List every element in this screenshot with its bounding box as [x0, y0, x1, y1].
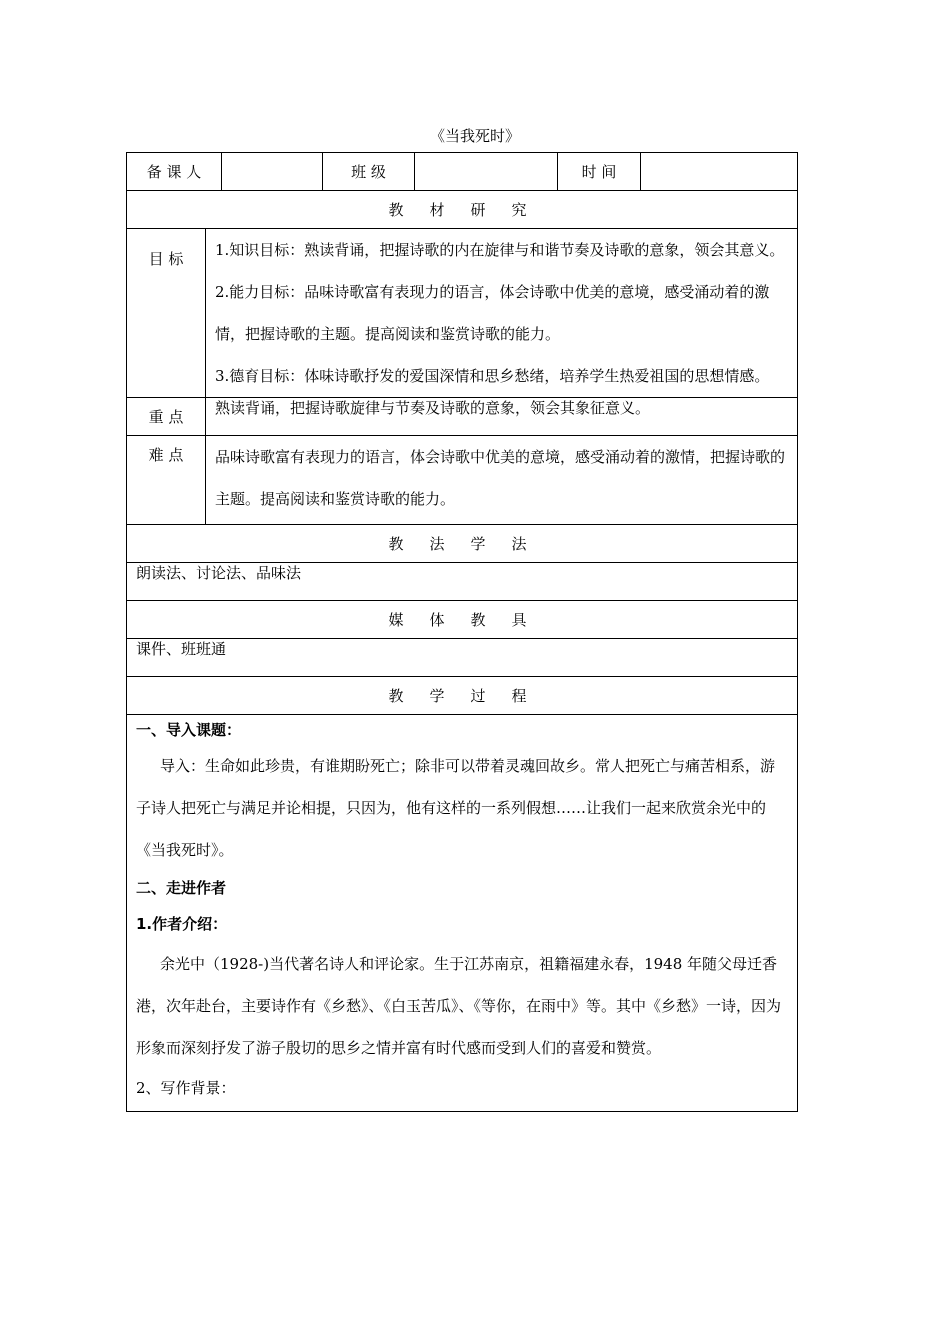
goal-item: 2.能力目标：品味诗歌富有表现力的语言，体会诗歌中优美的意境，感受涌动着的激情，把握诗歌的主题。提高阅读和鉴赏诗歌的能力。: [215, 283, 770, 343]
key-point-row: [127, 398, 798, 436]
preparer-value[interactable]: [222, 153, 323, 191]
section-material-research: [127, 191, 798, 229]
lesson-plan-table: [126, 152, 798, 1112]
methods-text: 朗读法、讨论法、品味法: [127, 563, 798, 601]
header-info-row: [127, 153, 798, 191]
section-heading: 媒体教具: [127, 601, 798, 639]
author-paragraph: 余光中（1928-)当代著名诗人和评论家。生于江苏南京，祖籍福建永春，1948 年随父母迁香港，次年赴台，主要诗作有《乡愁》、《白玉苦瓜》、《等你，在雨中》等。其中《乡愁》一诗，因为形象而深刻抒发了游子殷切的思乡之情并富有时代感而受到人们的喜爱和赞赏。: [136, 955, 782, 1057]
key-point-label: 重 点: [127, 398, 206, 436]
difficulty-label: 难 点: [127, 436, 206, 525]
intro-paragraph: 导入：生命如此珍贵，有谁期盼死亡；除非可以带着灵魂回故乡。常人把死亡与痛苦相系，游子诗人把死亡与满足并论相提，只因为，他有这样的一系列假想……让我们一起来欣赏余光中的《当我死时》。: [136, 757, 776, 859]
section-methods: [127, 525, 798, 563]
methods-row: [127, 563, 798, 601]
media-row: [127, 639, 798, 677]
process-heading: 一、导入课题：: [136, 721, 242, 739]
goal-item: 3.德育目标：体味诗歌抒发的爱国深情和思乡愁绪，培养学生热爱祖国的思想情感。: [215, 367, 770, 385]
time-value[interactable]: [641, 153, 798, 191]
goal-item: 1.知识目标：熟读背诵，把握诗歌的内在旋律与和谐节奏及诗歌的意象，领会其意义。: [215, 241, 785, 259]
class-label: 班 级: [323, 153, 415, 191]
class-value[interactable]: [415, 153, 558, 191]
process-heading: 二、走进作者: [136, 879, 227, 897]
document-title: 《当我死时》: [429, 127, 520, 145]
key-point-text: 熟读背诵，把握诗歌旋律与节奏及诗歌的意象，领会其象征意义。: [206, 398, 798, 436]
process-subheading: 1.作者介绍：: [136, 915, 228, 933]
goals-label: 目 标: [127, 229, 206, 398]
process-row: [127, 715, 798, 1112]
difficulty-text: 品味诗歌富有表现力的语言，体会诗歌中优美的意境，感受涌动着的激情，把握诗歌的主题。提高阅读和鉴赏诗歌的能力。: [215, 448, 786, 508]
section-media: [127, 601, 798, 639]
section-process: [127, 677, 798, 715]
preparer-label: 备 课 人: [127, 153, 222, 191]
process-content: [127, 715, 798, 1112]
media-text: 课件、班班通: [127, 639, 798, 677]
section-heading: 教法学法: [127, 525, 798, 563]
section-heading: 教学过程: [127, 677, 798, 715]
goals-row: [127, 229, 798, 398]
difficulty-row: [127, 436, 798, 525]
section-heading: 教材研究: [127, 191, 798, 229]
process-subheading: 2、写作背景：: [136, 1079, 236, 1097]
time-label: 时 间: [558, 153, 641, 191]
goals-content: [206, 229, 798, 398]
difficulty-content: [206, 436, 798, 525]
